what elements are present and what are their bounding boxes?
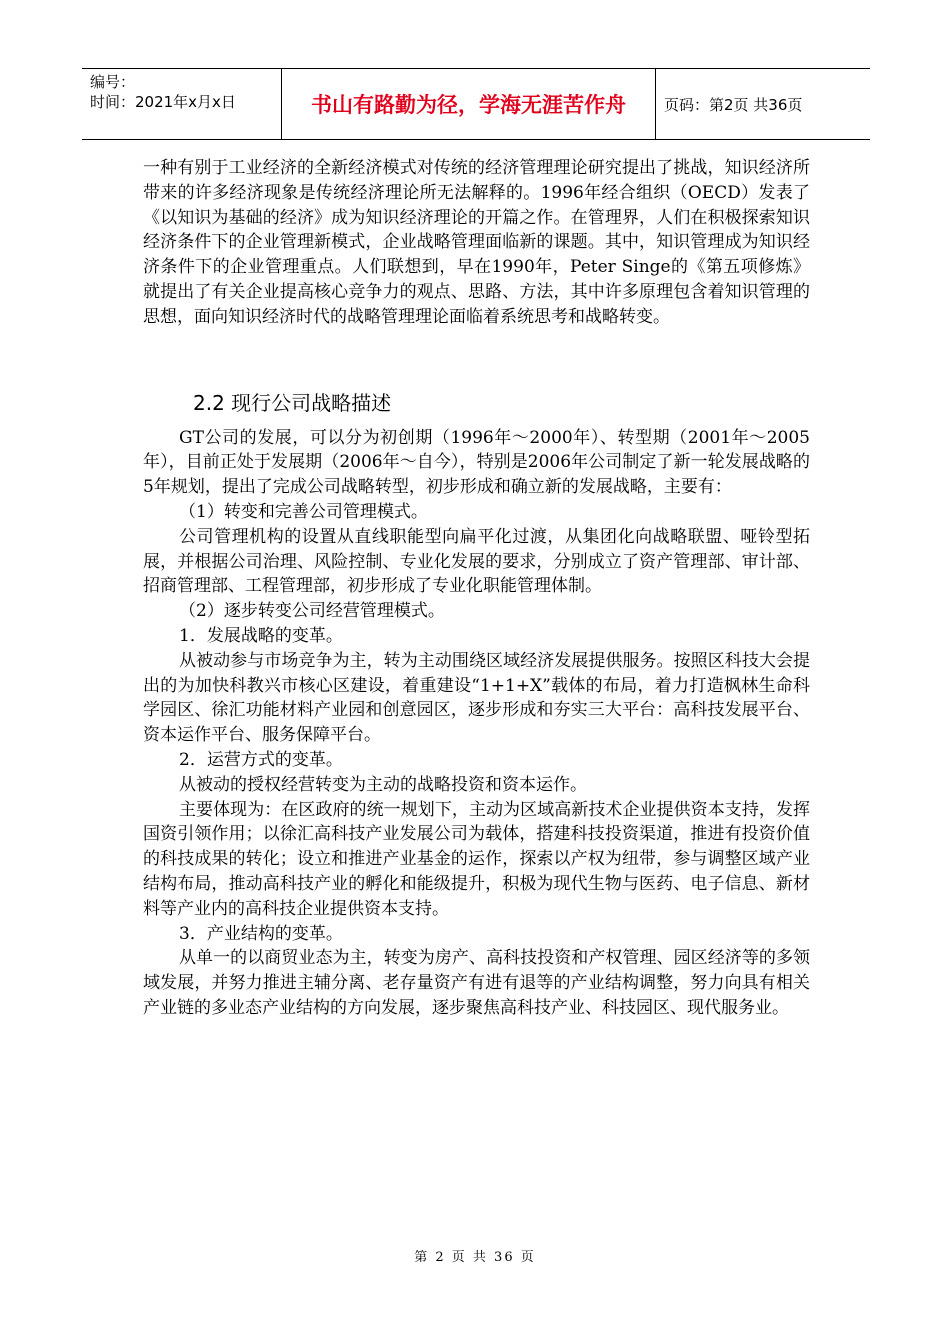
header-motto: 书山有路勤为径，学海无涯苦作舟 <box>282 69 656 139</box>
body-paragraph: 一种有别于工业经济的全新经济模式对传统的经济管理理论研究提出了挑战，知识经济所带来的许多经济现象是传统经济理论所无法解释的。1996年经合组织（OECD）发表了《以知识为基础的经济》成为知识经济理论的开篇之作。在管理界，人们在积极探索知识经济条件下的企业管理新模式，企业战略管理面临新的课题。其中，知识管理成为知识经济条件下的企业管理重点。人们联想到，早在1990年，Peter Singe的《第五项修炼》就提出了有关企业提高核心竞争力的观点、思路、方法，其中许多原理包含着知识管理的思想，面向知识经济时代的战略管理理论面临着系统思考和战略转变。 <box>143 158 810 327</box>
list-heading: （1）转变和完善公司管理模式。 <box>179 501 428 522</box>
body-paragraph: 公司管理机构的设置从直线职能型向扁平化过渡，从集团化向战略联盟、哑铃型拓展，并根据公司治理、风险控制、专业化发展的要求，分别成立了资产管理部、审计部、招商管理部、工程管理部，初步形成了专业化职能管理体制。 <box>143 526 810 597</box>
page-header <box>82 68 870 140</box>
subsection-heading: 1．发展战略的变革。 <box>179 625 343 646</box>
subsection-heading: 3．产业结构的变革。 <box>179 923 343 944</box>
list-heading: （2）逐步转变公司经营管理模式。 <box>179 601 445 622</box>
subsection-heading: 2．运营方式的变革。 <box>179 749 343 770</box>
document-number-label: 编号： <box>90 73 136 91</box>
page-footer: 第 2 页 共 36 页 <box>414 1250 536 1265</box>
section-heading: 2.2 现行公司战略描述 <box>193 390 392 415</box>
header-page-info: 页码：第2页 共36页 <box>664 95 803 114</box>
body-paragraph: 从单一的以商贸业态为主，转变为房产、高科技投资和产权管理、园区经济等的多领域发展，并努力推进主辅分离、老存量资产有进有退等的产业结构调整，努力向具有相关产业链的多业态产业结构的方向发展，逐步聚焦高科技产业、科技园区、现代服务业。 <box>143 948 810 1018</box>
header-meta <box>82 69 282 139</box>
document-body <box>143 156 810 1021</box>
body-paragraph: 从被动参与市场竞争为主，转为主动围绕区域经济发展提供服务。按照区科技大会提出的为加快科教兴市核心区建设，着重建设“1+1+X”载体的布局，着力打造枫林生命科学园区、徐汇功能材料产业园和创意园区，逐步形成和夯实三大平台：高科技发展平台、资本运作平台、服务保障平台。 <box>143 650 810 746</box>
body-paragraph: GT公司的发展，可以分为初创期（1996年～2000年）、转型期（2001年～2005年），目前正处于发展期（2006年～自今），特别是2006年公司制定了新一轮发展战略的5年规划，提出了完成公司战略转型，初步形成和确立新的发展战略，主要有： <box>143 427 810 498</box>
body-paragraph: 主要体现为：在区政府的统一规划下，主动为区域高新技术企业提供资本支持，发挥国资引领作用；以徐汇高科技产业发展公司为载体，搭建科技投资渠道，推进有投资价值的科技成果的转化；设立和推进产业基金的运作，探索以产权为纽带，参与调整区域产业结构布局，推动高科技产业的孵化和能级提升，积极为现代生物与医药、电子信息、新材料等产业内的高科技企业提供资本支持。 <box>143 799 810 919</box>
document-date-label: 时间：2021年x月x日 <box>90 93 236 111</box>
body-paragraph: 从被动的授权经营转变为主动的战略投资和资本运作。 <box>179 774 587 795</box>
